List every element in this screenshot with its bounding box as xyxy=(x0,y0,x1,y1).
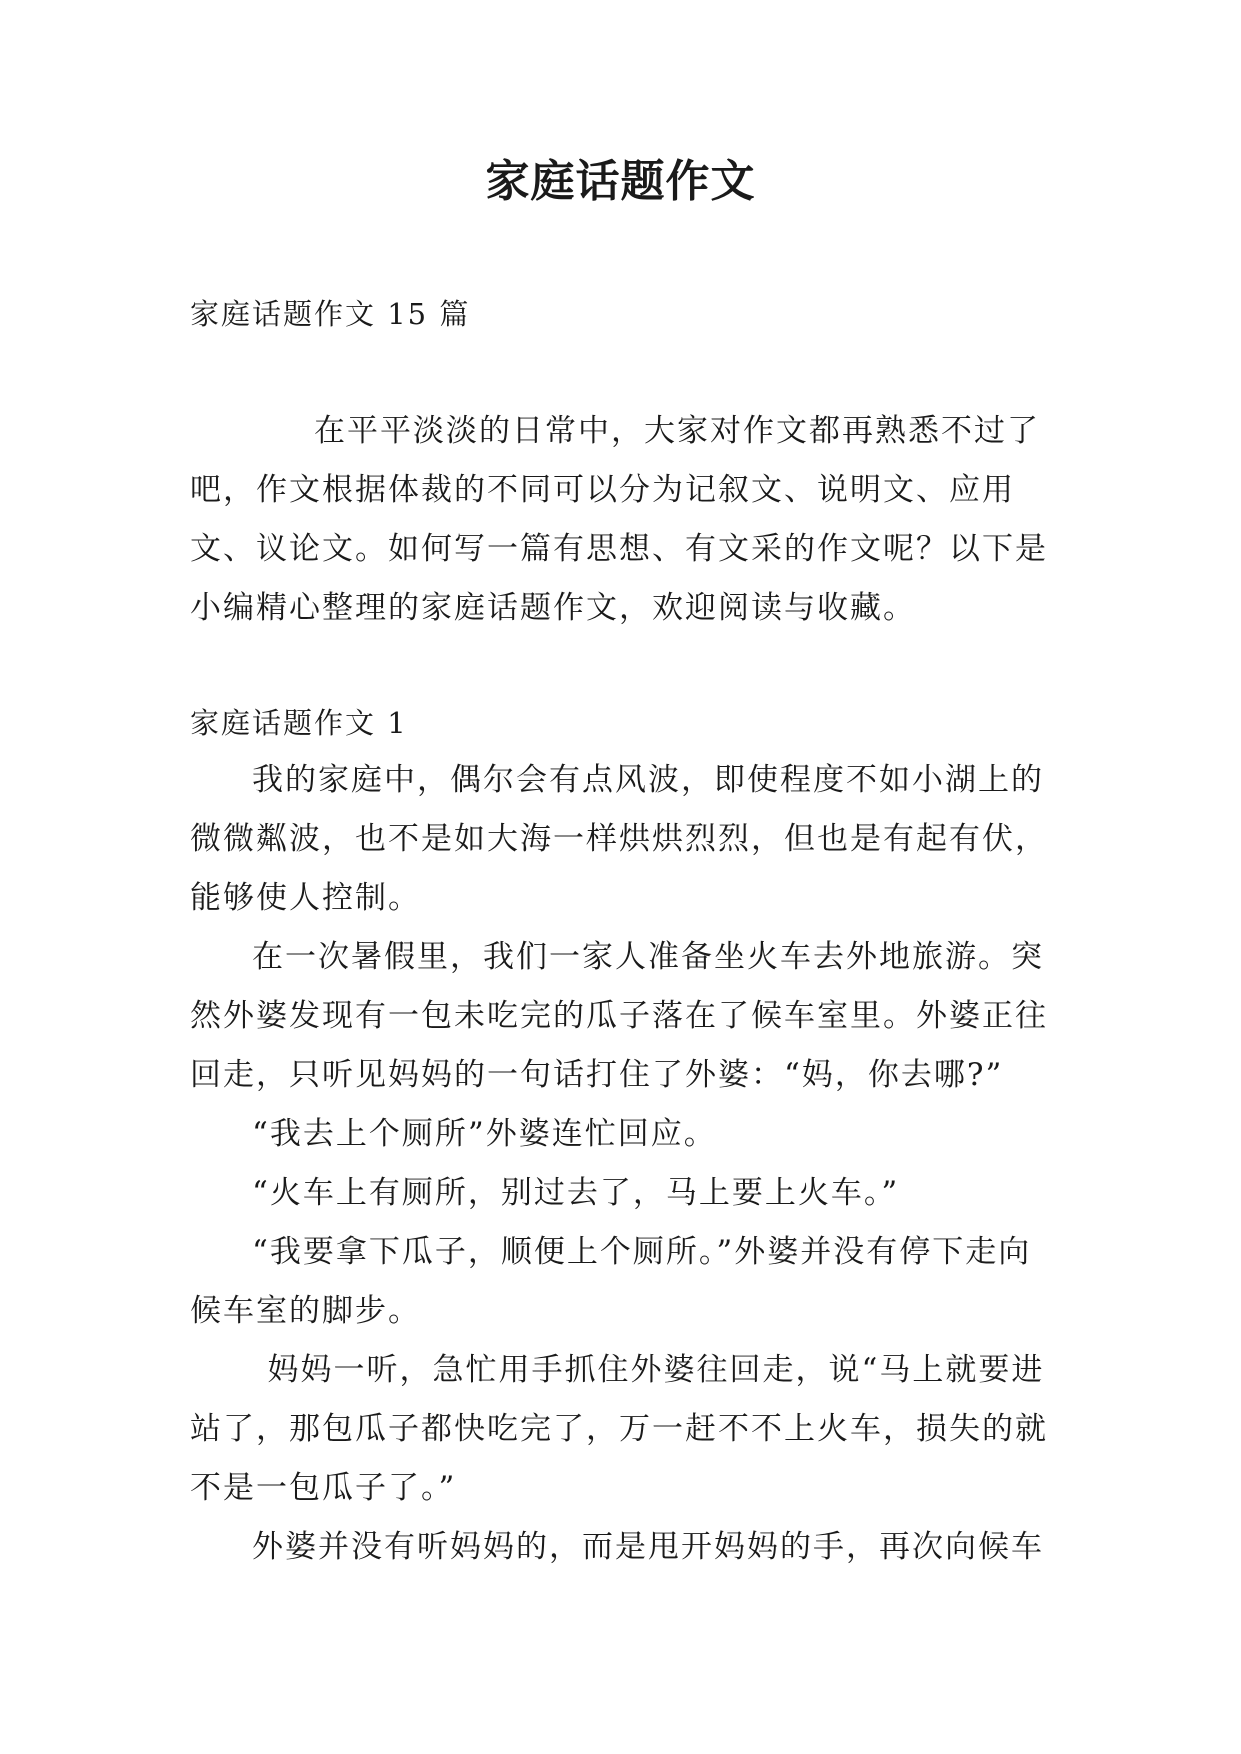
essay-paragraph: 我的家庭中，偶尔会有点风波，即使程度不如小湖上的微微粼波，也不是如大海一样烘烘烈烈，但也是有起有伏，能够使人控制。 xyxy=(190,762,1048,916)
document-subtitle: 家庭话题作文 15 篇 xyxy=(190,297,471,331)
essay-body xyxy=(190,751,1050,1577)
document-title: 家庭话题作文 xyxy=(485,156,756,207)
section-heading: 家庭话题作文 1 xyxy=(190,706,408,740)
essay-paragraph: “我要拿下瓜子，顺便上个厕所。”外婆并没有停下走向候车室的脚步。 xyxy=(190,1234,1032,1329)
essay-paragraph: “火车上有厕所，别过去了，马上要上火车。” xyxy=(252,1175,900,1211)
essay-paragraph: 妈妈一听，急忙用手抓住外婆往回走，说“马上就要进站了，那包瓜子都快吃完了，万一赶不不上火车，损失的就不是一包瓜子了。” xyxy=(190,1352,1048,1506)
essay-paragraph: 在一次暑假里，我们一家人准备坐火车去外地旅游。突然外婆发现有一包未吃完的瓜子落在了候车室里。外婆正往回走，只听见妈妈的一句话打住了外婆：“妈，你去哪?” xyxy=(190,939,1048,1093)
essay-paragraph: 外婆并没有听妈妈的，而是甩开妈妈的手，再次向候车 xyxy=(252,1529,1044,1565)
essay-paragraph: “我去上个厕所”外婆连忙回应。 xyxy=(252,1116,717,1152)
intro-paragraph: 在平平淡淡的日常中，大家对作文都再熟悉不过了吧，作文根据体裁的不同可以分为记叙文、说明文、应用文、议论文。如何写一篇有思想、有文采的作文呢？以下是小编精心整理的家庭话题作文，欢迎阅读与收藏。 xyxy=(190,413,1048,626)
intro-section xyxy=(190,402,1050,638)
